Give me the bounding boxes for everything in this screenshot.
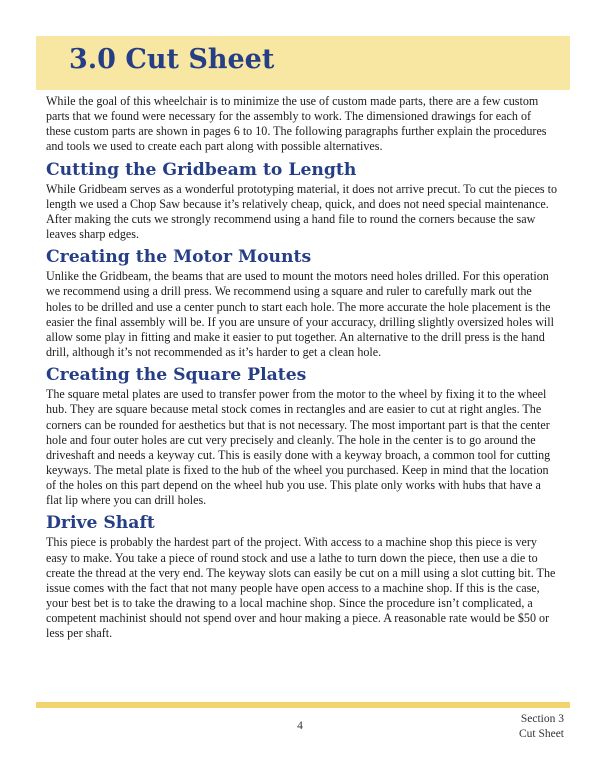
footer-divider xyxy=(36,702,570,708)
section-heading-square-plates: Creating the Square Plates xyxy=(46,365,307,386)
page-number: 4 xyxy=(297,720,303,732)
section-heading-motor-mounts: Creating the Motor Mounts xyxy=(46,247,312,268)
footer-section-title: Cut Sheet xyxy=(518,728,564,740)
section-body-drive-shaft: This piece is probably the hardest part of the project. With access to a machine shop this piece is very easy to make. You take a piece of round stock and use a lathe to turn down the piece, then use a die to create the thread at the very end. The keyway slots can easily be cut on a mill using a slot cutting bit. The issue comes with the fact that not many people have open access to a machine shop. If this is the case, your best bet is to take the drawing to a local machine shop. Since the procedure isn’t complicated, a competent machinist should not spend over and hour making a piece. A reasonable rate would be $50 or less per shaft. xyxy=(46,535,556,641)
section-body-square-plates: The square metal plates are used to transfer power from the motor to the wheel by fixing it to the wheel hub. They are square because metal stock comes in rectangles and are easier to cut at right angles. The corners can be rounded for aesthetics but that is not necessary. The most important part is that the center hole and four outer holes are cut very precisely and cleanly. The hole in the center is to go around the driveshaft and needs a keyway cut. This is easily done with a keyway broach, a common tool for cutting keyways. The metal plate is fixed to the hub of the wheel you purchased. Keep in mind that the location of the holes on this part depend on the wheel hub you use. This plate only works with hubs that have a flat lip where you can drill holes. xyxy=(46,387,551,508)
section-body-gridbeam: While Gridbeam serves as a wonderful prototyping material, it does not arrive precut. To cut the pieces to length we used a Chop Saw because it’s relatively cheap, quick, and does not need special maintenance. After making the cuts we strongly recommend using a hand file to round the corners because the saw leaves sharp edges. xyxy=(46,181,558,242)
section-body-motor-mounts: Unlike the Gridbeam, the beams that are used to mount the motors need holes drilled. For this operation we recommend using a drill press. We recommend using a square and ruler to carefully mark out the holes to be drilled and use a center punch to start each hole. The more accurate the hole placement is the easier the final assembly will be. If you are unsure of your accuracy, drilling slightly oversized holes will allow some play in fitting and make it easier to put together. An alternative to the drill press is the hand drill, although it’s not recommended as it’s harder to get a clean hole. xyxy=(46,269,555,360)
intro-paragraph: While the goal of this wheelchair is to minimize the use of custom made parts, there are a few custom parts that we found were necessary for the assembly to work. The dimensioned drawings for each of these custom parts are shown in pages 6 to 10. The following paragraphs further explain the procedures and tools we used to create each part along with possible alternatives. xyxy=(46,94,547,154)
section-heading-drive-shaft: Drive Shaft xyxy=(46,513,155,534)
title-banner xyxy=(36,36,570,90)
section-heading-gridbeam: Cutting the Gridbeam to Length xyxy=(46,159,357,180)
footer-section-label xyxy=(519,712,564,742)
document-body xyxy=(46,94,558,642)
footer-section-number: Section 3 xyxy=(520,713,564,725)
page-title: 3.0 Cut Sheet xyxy=(69,44,275,75)
